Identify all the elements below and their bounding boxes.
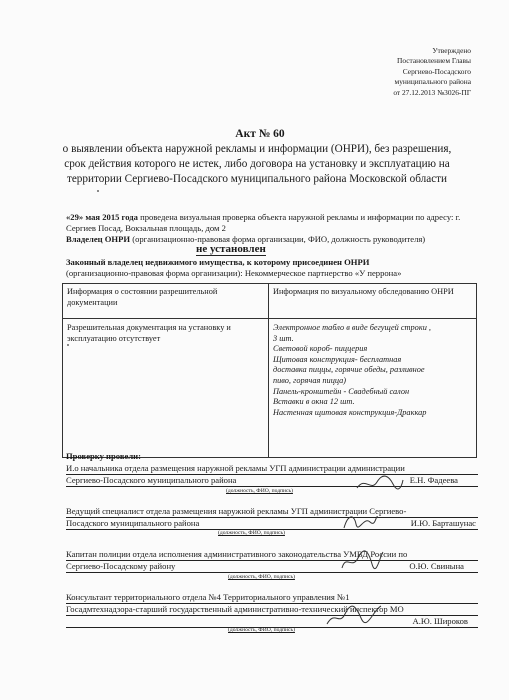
table-permit-status: Разрешительная документация на установку и эксплуатацию отсутствует bbox=[67, 323, 231, 343]
table-header-right: Информация по визуальному обследованию ОНРИ bbox=[273, 287, 454, 296]
inspection-table bbox=[62, 283, 477, 458]
approval-stamp bbox=[321, 46, 471, 98]
approval-line: Сергиево-Посадского bbox=[402, 66, 471, 76]
list-item: Световой короб- пиццерия bbox=[273, 344, 368, 354]
signer-title: Капитан полиции отдела исполнения административного законодательства УМВД России по bbox=[66, 549, 478, 561]
list-item: Панель-кронштейн - Свадебный салон bbox=[273, 386, 410, 396]
signer-block bbox=[66, 506, 478, 530]
signature-caption: (должность, ФИО, подпись) bbox=[228, 627, 295, 633]
list-item: Настенная щитовая конструкция-Драккар bbox=[273, 407, 427, 417]
table-header-left: Информация о состоянии разрешительной документации bbox=[67, 287, 218, 307]
list-item: пиво, горячая пицца) bbox=[273, 375, 347, 385]
signer-org: Сергиево-Посадскому району bbox=[66, 560, 176, 571]
signer-title: Ведущий специалист отдела размещения наружной рекламы УГП администрации Сергиево- bbox=[66, 506, 478, 518]
owner-value-wrap bbox=[196, 244, 396, 255]
table-objects-list bbox=[273, 323, 473, 418]
owner-description: (организационно-правовая форма организации, ФИО, должность руководителя) bbox=[130, 234, 426, 244]
table-divider-vertical bbox=[268, 284, 269, 457]
list-item: доставка пиццы, горячие обеды, разливное bbox=[273, 365, 425, 375]
signer-org: Сергиево-Посадского муниципального района bbox=[66, 474, 237, 485]
owner-value: не установлен bbox=[196, 243, 266, 255]
legal-owner-label: Законный владелец недвижимого имущества, к которому присоединен ОНРИ bbox=[66, 257, 370, 267]
signer-title: Консультант территориального отдела №4 Территориального управления №1 bbox=[66, 592, 478, 604]
approval-line: Постановлением Главы bbox=[397, 56, 471, 66]
signer-name: Е.Н. Фадеева bbox=[409, 474, 458, 485]
signer-title-line2 bbox=[66, 518, 478, 530]
act-number: Акт № 60 bbox=[235, 128, 285, 140]
approval-line: муниципального района bbox=[394, 77, 471, 87]
signer-title: И.о начальника отдела размещения наружной рекламы УГП администрации администрации bbox=[66, 463, 478, 475]
signature-scribble-3 bbox=[340, 548, 385, 574]
signer-title-line2 bbox=[66, 561, 478, 573]
list-item: 3 шт. bbox=[273, 333, 294, 343]
signer-name: А.Ю. Широков bbox=[412, 615, 468, 626]
signer-title-line2 bbox=[66, 475, 478, 487]
signature-caption: (должность, ФИО, подпись) bbox=[228, 574, 295, 580]
signature-caption: (должность, ФИО, подпись) bbox=[218, 530, 285, 536]
signer-block bbox=[66, 592, 478, 628]
signer-name-line bbox=[66, 616, 478, 628]
signer-block bbox=[66, 463, 478, 487]
signature-scribble-2 bbox=[340, 510, 380, 532]
act-subtitle: о выявлении объекта наружной рекламы и информации (ОНРИ), без разрешения, срок действия которого не истек, либо договора на установку и эксплуатацию на территории Сергиево-Посадского муниципального района Московской области bbox=[62, 143, 452, 185]
signer-title-line2: Госадмтехнадзора-старший государственный административно-технический инспектор МО bbox=[66, 604, 478, 616]
list-item: Вставки в окна 12 шт. bbox=[273, 397, 355, 407]
signer-org: Посадского муниципального района bbox=[66, 517, 200, 528]
checked-by-heading: Проверку провели: bbox=[66, 451, 141, 461]
approval-line: от 27.12.2013 №3026-ПГ bbox=[393, 87, 471, 97]
signer-block bbox=[66, 549, 478, 573]
table-divider-horizontal bbox=[63, 318, 476, 319]
signature-scribble-1 bbox=[355, 474, 405, 494]
list-item: Щитовая конструкция- бесплатная bbox=[273, 354, 402, 364]
signature-scribble-4 bbox=[325, 600, 385, 630]
inspection-text: проведена визуальная проверка объекта наружной рекламы и информации по адресу: г. Сергиев Посад, Вокзальная площадь, дом 2 bbox=[66, 212, 461, 233]
signer-name: И.Ю. Барташунас bbox=[410, 517, 476, 528]
scan-speck bbox=[97, 190, 99, 192]
legal-owner-text: (организационно-правовая форма организации): Некоммерческое партнерство «У перрона» bbox=[66, 268, 402, 278]
approval-line: Утверждено bbox=[432, 46, 471, 55]
signer-name: О.Ю. Свинына bbox=[409, 560, 464, 571]
owner-label: Владелец ОНРИ bbox=[66, 234, 131, 244]
signature-caption: (должность, ФИО, подпись) bbox=[226, 488, 293, 494]
intro-paragraph bbox=[66, 212, 476, 234]
list-item: Электронное табло в виде бегущей строки , bbox=[273, 323, 432, 332]
act-date: «29» мая 2015 года bbox=[66, 212, 138, 222]
scan-speck bbox=[67, 344, 69, 346]
